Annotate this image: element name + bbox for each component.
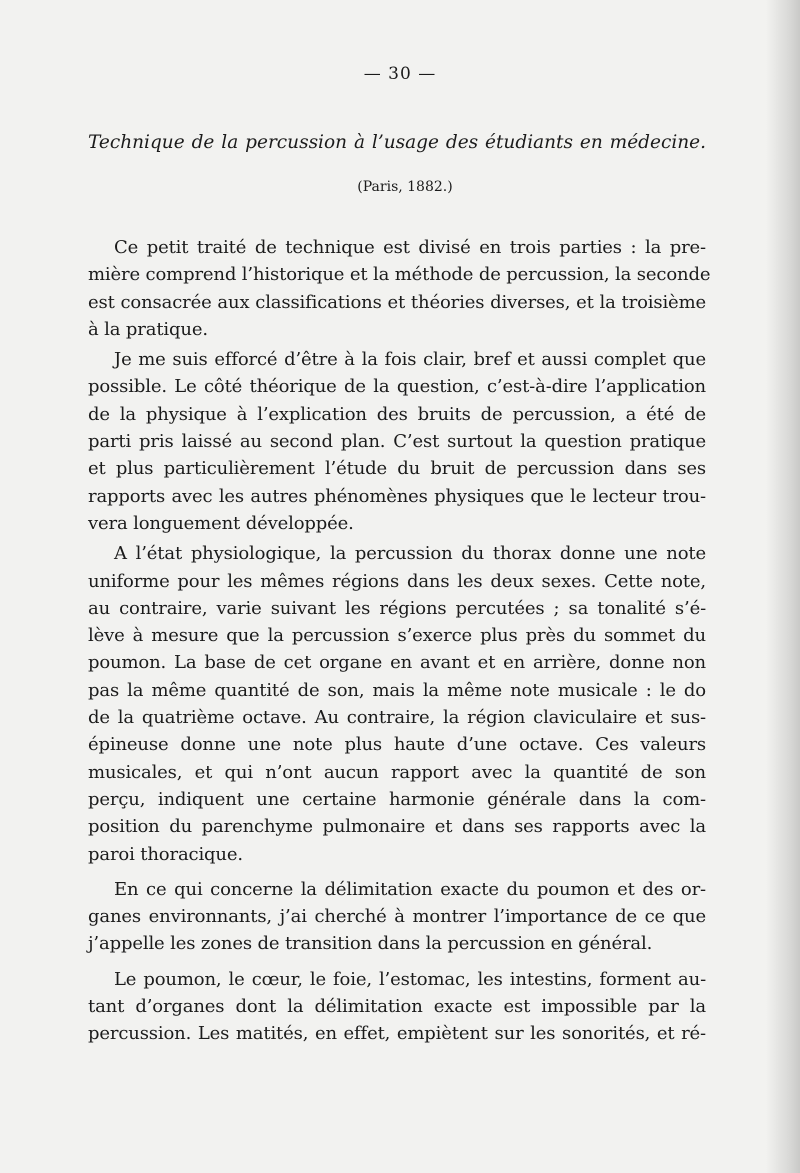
- text-line: et plus particulièrement l’étude du bruit de percussion dans ses: [88, 458, 706, 480]
- section-title: Technique de la percussion à l’usage des étudiants en médecine.: [88, 132, 706, 153]
- text-line: vera longuement développée.: [88, 512, 354, 534]
- text-line: Je me suis efforcé d’être à la fois clair, bref et aussi complet que: [114, 349, 706, 371]
- text-line: rapports avec les autres phénomènes physiques que le lecteur trou-: [88, 485, 706, 507]
- text-line: paroi thoracique.: [88, 843, 243, 865]
- paragraph: [88, 876, 706, 958]
- text-line: à la pratique.: [88, 318, 208, 340]
- text-line: A l’état physiologique, la percussion du thorax donne une note: [114, 543, 706, 565]
- paragraph: [88, 234, 711, 343]
- page-edge-shadow: [766, 0, 800, 1173]
- text-line: Le poumon, le cœur, le foie, l’estomac, les intestins, forment au-: [114, 968, 706, 990]
- text-line: épineuse donne une note plus haute d’une octave. Ces valeurs: [88, 734, 706, 756]
- text-line: lève à mesure que la percussion s’exerce plus près du sommet du: [88, 625, 706, 647]
- text-line: uniforme pour les mêmes régions dans les deux sexes. Cette note,: [88, 570, 706, 592]
- text-line: parti pris laissé au second plan. C’est surtout la question pratique: [88, 431, 706, 453]
- text-line: de la physique à l’explication des bruits de percussion, a été de: [88, 403, 706, 425]
- text-line: est consacrée aux classifications et théories diverses, et la troisième: [88, 291, 706, 313]
- page-number: — 30 —: [363, 64, 437, 84]
- text-line: En ce qui concerne la délimitation exacte du poumon et des or-: [114, 878, 706, 900]
- text-line: percussion. Les matités, en effet, empiètent sur les sonorités, et ré-: [88, 1023, 706, 1045]
- paragraph: [88, 966, 706, 1048]
- text-line: j’appelle les zones de transition dans la percussion en général.: [88, 933, 653, 955]
- text-line: au contraire, varie suivant les régions percutées ; sa tonalité s’é-: [88, 597, 706, 619]
- text-line: musicales, et qui n’ont aucun rapport avec la quantité de son: [88, 761, 706, 783]
- paragraph: [88, 346, 706, 537]
- text-line: perçu, indiquent une certaine harmonie générale dans la com-: [88, 788, 706, 810]
- text-line: Ce petit traité de technique est divisé en trois parties : la pre-: [114, 237, 706, 258]
- text-line: position du parenchyme pulmonaire et dans ses rapports avec la: [88, 816, 706, 838]
- body-text: [88, 234, 711, 1048]
- text-line: pas la même quantité de son, mais la même note musicale : le do: [88, 679, 706, 701]
- paragraph: [88, 540, 706, 868]
- section-subtitle: (Paris, 1882.): [357, 179, 453, 195]
- text-line: poumon. La base de cet organe en avant et en arrière, donne non: [88, 652, 706, 674]
- text-line: tant d’organes dont la délimitation exacte est impossible par la: [88, 996, 706, 1018]
- text-line: de la quatrième octave. Au contraire, la région claviculaire et sus-: [88, 707, 706, 729]
- text-line: mière comprend l’historique et la méthode de percussion, la seconde: [88, 264, 711, 286]
- text-line: possible. Le côté théorique de la question, c’est-à-dire l’application: [88, 376, 706, 398]
- text-line: ganes environnants, j’ai cherché à montrer l’importance de ce que: [88, 906, 706, 928]
